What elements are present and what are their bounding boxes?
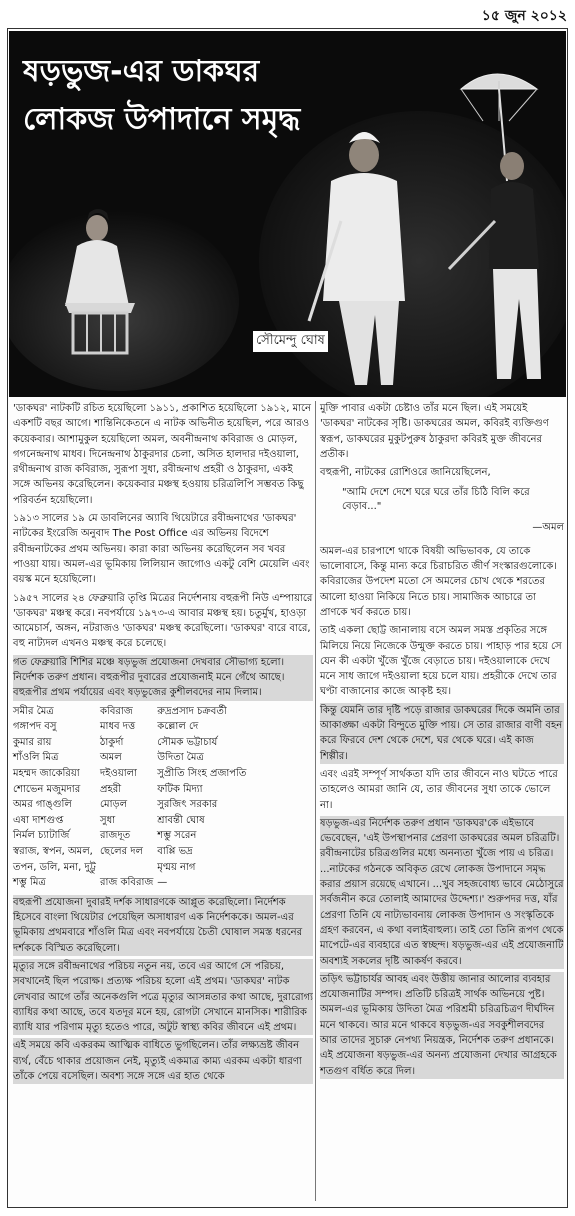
cast-role: সুধা (100, 814, 116, 826)
cast-actor-2: রুদ্রপ্রসাদ চক্রবর্তী (157, 705, 227, 717)
cast-row (13, 844, 250, 860)
cast-actor-2: বাপ্পি ভদ্র (157, 845, 193, 857)
cast-actor-2: সুরজিৎ সরকার (157, 799, 218, 811)
cast-role: রাজদূত (100, 830, 131, 842)
cast-actor-1: তপন, ডলি, মনা, দুট্টু (13, 861, 96, 873)
cast-actor-2: সৌমক ভট্টাচার্য (157, 736, 218, 748)
cast-actor-1: শোভেন মজুমদার (13, 783, 81, 795)
pull-quote: "আমি দেশে দেশে ঘরে ঘরে তাঁর চিঠি বিলি করে বেড়াব..." (342, 487, 530, 513)
article-right-column (320, 401, 564, 1082)
cast-row (13, 735, 250, 751)
cast-actor-1: গঙ্গাপদ বসু (13, 721, 57, 733)
cast-row (13, 813, 250, 829)
photo-credit: সৌমেন্দু ঘোষ (253, 331, 328, 352)
article-paragraph: অমল-এর চারপাশে থাকে বিষয়ী অভিভাবক, যে তাকে ভালোবাসে, কিন্তু মান্য করে চিরাচরিত জীর্ণ সংস্কারগুলোকে। কবিরাজের উপদেশ মতো সে অমলের চোখ থেকে শরতের আলো হাওয়া নিকিয়ে নিতে চায়। সামাজিক আচারে তা প্রাণকে খর্ব করতে চায়। (320, 545, 557, 618)
cast-row (13, 875, 250, 891)
cast-role: মাধব দত্ত (100, 721, 136, 733)
cast-actor-2: — (157, 877, 168, 889)
cast-actor-1: সমীর মৈত্র (13, 705, 54, 717)
cast-row (13, 719, 250, 735)
article-paragraph: ষড়ভুজ-এর নির্দেশক তরুণ প্রধান 'ডাকঘর'কে এইভাবে ভেবেছেন, 'এই উপস্থাপনার প্রেরণা ডাকঘরের অমল চরিত্রটি। রবীন্দ্রনাটের চরিত্রগুলির মধ্যে অনন্যতা খুঁজে পায় এ চরিত্র। ...নাটকের গঠনকে অবিকৃত রেখে লোকজ উপাদানে সমৃদ্ধ করার প্রয়াস রয়েছে এখানে। ...খুব সহজবোধ্য ভাবে মেঠোসুরে সর্বজনীন করে তোলাই আমাদের উদ্দেশ্য।' শুরুপদর দত্ত, যাঁর প্রেরণা তিনি যে নাট্যভাবনায় লোকজ উপাদান ও সংস্কৃতিকে গ্রহণ করবেন, এ কথা বলাইবাহুল্য। তাই তো তিনি রূপণ থেকে মাপেটে-এর ব্যবহারে এত স্বচ্ছন্দ। ষড়ভুজ-এর এই প্রযোজনাটি অবশ্যই সকলের দৃষ্টি আকর্ষণ করবে। (320, 816, 564, 969)
cast-role: কবিরাজ (100, 705, 133, 717)
cast-row (13, 782, 250, 798)
cast-role: ছেলের দল (100, 845, 143, 857)
article-paragraph: মুক্তি পাবার একটা চেষ্টাও তাঁর মনে ছিল। এই সময়েই 'ডাকঘর' নাটকের সৃষ্টি। ডাকঘরের অমল, কবিরই ব্যক্তিগুণ স্বরূপ, ডাকঘরের মুকুটপুরুষ ঠাকুরদা কবিরই মুক্ত জীবনের প্রতীক। (320, 403, 549, 460)
cast-role: প্রহরী (100, 783, 122, 795)
cast-actor-2: সুপ্রীতি সিংহ প্রজাপতি (157, 768, 247, 780)
quote-attribution: —অমল (532, 522, 564, 534)
cast-row (13, 750, 250, 766)
cast-row (13, 766, 250, 782)
cast-role: রাজ কবিরাজ (100, 877, 154, 889)
cast-row (13, 860, 250, 876)
stage-photo (9, 31, 566, 397)
cast-role: দইওয়ালা (100, 768, 137, 780)
cast-actor-2: কল্লোল দে (157, 721, 199, 733)
article-paragraph: ১৯১৩ সালের ১৯ মে ডাবলিনের অ্যাবি থিয়েটারে রবীন্দ্রনাথের 'ডাকঘর' নাটকের ইংরেজি অনুবাদ The Post Office এর অভিনয় বিদেশে রবীন্দ্রনাটকের প্রথম অভিনয়। কারা কারা অভিনয় করেছিলেন সব খবর পাওয়া যায়। অমল-এর ভূমিকায় লিলিয়ান জাগোও একটু বেশি মেয়েলি এবং বয়স্ক মনে হয়েছিলো। (13, 513, 310, 586)
article-paragraph: মৃত্যুর সঙ্গে রবীন্দ্রনাথের পরিচয় নতুন নয়, তবে এর আগে সে পরিচয়, সবখানেই ছিল পরোক্ষ। প্রত্যক্ষ পরিচয় হলো এই প্রথম। 'ডাকঘর' নাটক লেখবার আগে তাঁর অনেকগুলি পত্রে মৃত্যুর আসন্নতার কথা আছে, দুরারোগ্য ব্যাধির কথা আছে, তবে যতদূর মনে হয়, রোগটা সেখানে মানসিক। শারীরিক ব্যাধি যার পরিণাম মৃত্যু হতেও পারে, অটুট স্বাস্থ্য কবির জীবনে এই প্রথম। (13, 959, 313, 1035)
column-divider (315, 401, 316, 1201)
cast-actor-1: শাঁওলি মিত্র (13, 752, 59, 764)
cast-row (13, 704, 250, 720)
cast-table (13, 704, 250, 891)
cast-actor-1: অমর গাঙ্গুলি (13, 799, 72, 811)
headline-line-1: ষড়ভুজ-এর ডাকঘর (23, 54, 260, 89)
cast-actor-1: এষা দাশগুপ্ত (13, 814, 64, 826)
article-paragraph: গত ফেব্রুয়ারি শিশির মঞ্চে ষড়ভুজ প্রযোজনা দেখবার সৌভাগ্য হলো। নির্দেশক তরুণ প্রধান। বহুরূপীর দুবারের প্রযোজনাই মনে গেঁথে আছে। বহুরূপীর প্রথম পর্যায়ের এবং ষড়ভুজের কুশীলবদের নাম দিলাম। (13, 655, 313, 701)
article-paragraph: এবং এরই সম্পূর্ণ সার্থকতা যদি তার জীবনে নাও ঘটতে পারে তাহলেও আমরা জানি যে, তার জীবনের সুধা তাকে ভোলে না। (320, 768, 558, 811)
article-paragraph: 'ডাকঘর' নাটকটি রচিত হয়েছিলো ১৯১১, প্রকাশিত হয়েছিলো ১৯১২, মানে একশটি বছর আগে। শান্তিনিকেতনে এ নাটক অভিনীত হয়েছিল, পরে আরও কয়েকবার। আশামুকুল হয়েছিলো অমল, অবনীন্দ্রনাথ কবিরাজ ও মোড়ল, গগনেন্দ্রনাথ মাধব। দিনেন্দ্রনাথ ঠাকুরদার চেলা, অসিত হালদার দইওয়ালা, রথীন্দ্রনাথ রাজ কবিরাজ, সুরূপা সুধা, রবীন্দ্রনাথ প্রহরী ও ঠাকুরদা, একই সঙ্গে অভিনয় করেছিলেন। কয়েকবার মঞ্চস্থ হওয়ায় চরিত্রলিপি সম্ভবত কিছু পরিবর্তন হয়েছিলো। (13, 403, 312, 506)
cast-row (13, 797, 250, 813)
article-paragraph: তাই একলা ছোট্ট জানালায় বসে অমল সমস্ত প্রকৃতির সঙ্গে মিলিয়ে নিয়ে নিজেকে উন্মুক্ত করতে চায়। পাহাড় পার হয়ে সে যেন কী একটা খুঁজে খুঁজে বেড়াতে চায়। দইওয়ালাকে দেখে মনে সাধ জাগে দইওয়ালা হয়ে চলে যায়। প্রহরীকে দেখে তার ঘণ্টা বাজানোর কাজে আকৃষ্ট হয়। (320, 625, 562, 698)
cast-actor-2: উদিতা মৈত্র (157, 752, 204, 764)
cast-actor-1: শম্ভু মিত্র (13, 877, 46, 889)
article-paragraph: ১৯৫৭ সালের ২৪ ফেব্রুয়ারি তৃপ্তি মিত্রের নির্দেশনায় বহুরূপী নিউ এম্পায়ারে 'ডাকঘর' মঞ্চস্থ করে। নবপর্যায়ে ১৯৭৩-এ আবার মঞ্চস্থ হয়। চতুর্মুখ, হাওড়া আমেচার্স, অঙ্গন, নটরাজও 'ডাকঘর' মঞ্চস্থ করেছিলো। 'ডাকঘর' বারে বারে, বহু নাট্যদল এখনও মঞ্চস্থ করে চলেছে। (13, 592, 313, 650)
article-paragraph: বহুরূপী, নাটকের রোশিওরে জানিয়েছিলেন, (320, 467, 491, 479)
article-paragraph: তড়িৎ ভট্টাচার্যর আবহ এবং উত্তীয় জানার আলোর ব্যবহার প্রযোজনাটির সম্পদ। প্রতিটি চরিত্রই সার্থক অভিনয়ে পুষ্ট। অমল-এর ভূমিকায় উদিতা মৈত্র পরিশ্রমী চরিত্রচিত্রণ দীর্ঘদিন মনে থাকবে। আর মনে থাকবে ষড়ভুজ-এর সবকুশীলবদের আর তাদের সুচারু নেপথ্য নিয়ন্ত্রক, নির্দেশক তরুণ প্রধানকে। এই প্রযোজনা ষড়ভুজ-এর অনন্য প্রযোজনা দেখার আগ্রহকে শতগুণ বর্ধিত করে দিল। (320, 972, 564, 1079)
cast-role: অমল (100, 752, 122, 764)
cast-actor-1: নির্মল চ্যাটার্জি (13, 830, 70, 842)
article-paragraph: এই সময়ে কবি একরকম আত্মিক বাধিতে ভুগছিলেন। তাঁর লক্ষ্যভ্রষ্ট জীবন ব্যর্থ, বেঁচে থাকার প্রয়োজন নেই, মৃত্যুই একমাত্র কাম্য এরকম একটা ধারণা তাঁকে পেয়ে বসেছিল। অবশ্য সঙ্গে সঙ্গে এর হাত থেকে (13, 1038, 313, 1084)
cast-role (100, 860, 157, 876)
cast-actor-1: কুমার রায় (13, 736, 52, 748)
publication-date: ১৫ জুন ২০১২ (481, 8, 567, 24)
cast-actor-2: শম্ভু সরেন (157, 830, 197, 842)
cast-actor-1: স্বরাজ, স্বপন, অমল, (13, 845, 93, 857)
article-paragraph: বহুরূপী প্রযোজনা দুবারই দর্শক সাধারণকে আপ্লুত করেছিলো। নির্দেশক হিসেবে বাংলা থিয়েটার পেয়েছিল অসাধারণ এক নির্দেশককে। অমল-এর ভূমিকায় প্রথমবারে শাঁওলি মিত্র এবং নবপর্যায়ে চৈতী ঘোষাল সমস্ত ধরনের দর্শককে বিস্মিত করেছিলো। (13, 895, 313, 956)
newspaper-clipping (7, 28, 568, 1208)
cast-role: ঠাকুর্দা (100, 736, 124, 748)
article-left-column (13, 401, 313, 1087)
cast-actor-2: মৃণ্ময় নাগ (157, 861, 196, 873)
cast-role: মোড়ল (100, 799, 128, 811)
cast-actor-2: ফটিক মিদ্যা (157, 783, 203, 795)
cast-row (13, 828, 250, 844)
article-paragraph: কিন্তু যেমনি তার দৃষ্টি পড়ে রাজার ডাকঘরের দিকে অমনি তার আকাঙ্ক্ষা একটা বিন্দুতে মুক্তি পায়। সে তার রাজার বাণী বহন করে ফিরবে দেশ থেকে দেশে, ঘর থেকে ঘরে। এই কাজ শিল্পীর। (320, 703, 564, 764)
cast-actor-2: শ্রাবন্তী ঘোষ (157, 814, 205, 826)
cast-actor-1: মহম্মদ জাকেরিয়া (13, 768, 80, 780)
headline-line-2: লোকজ উপাদানে সমৃদ্ধ (23, 102, 301, 137)
